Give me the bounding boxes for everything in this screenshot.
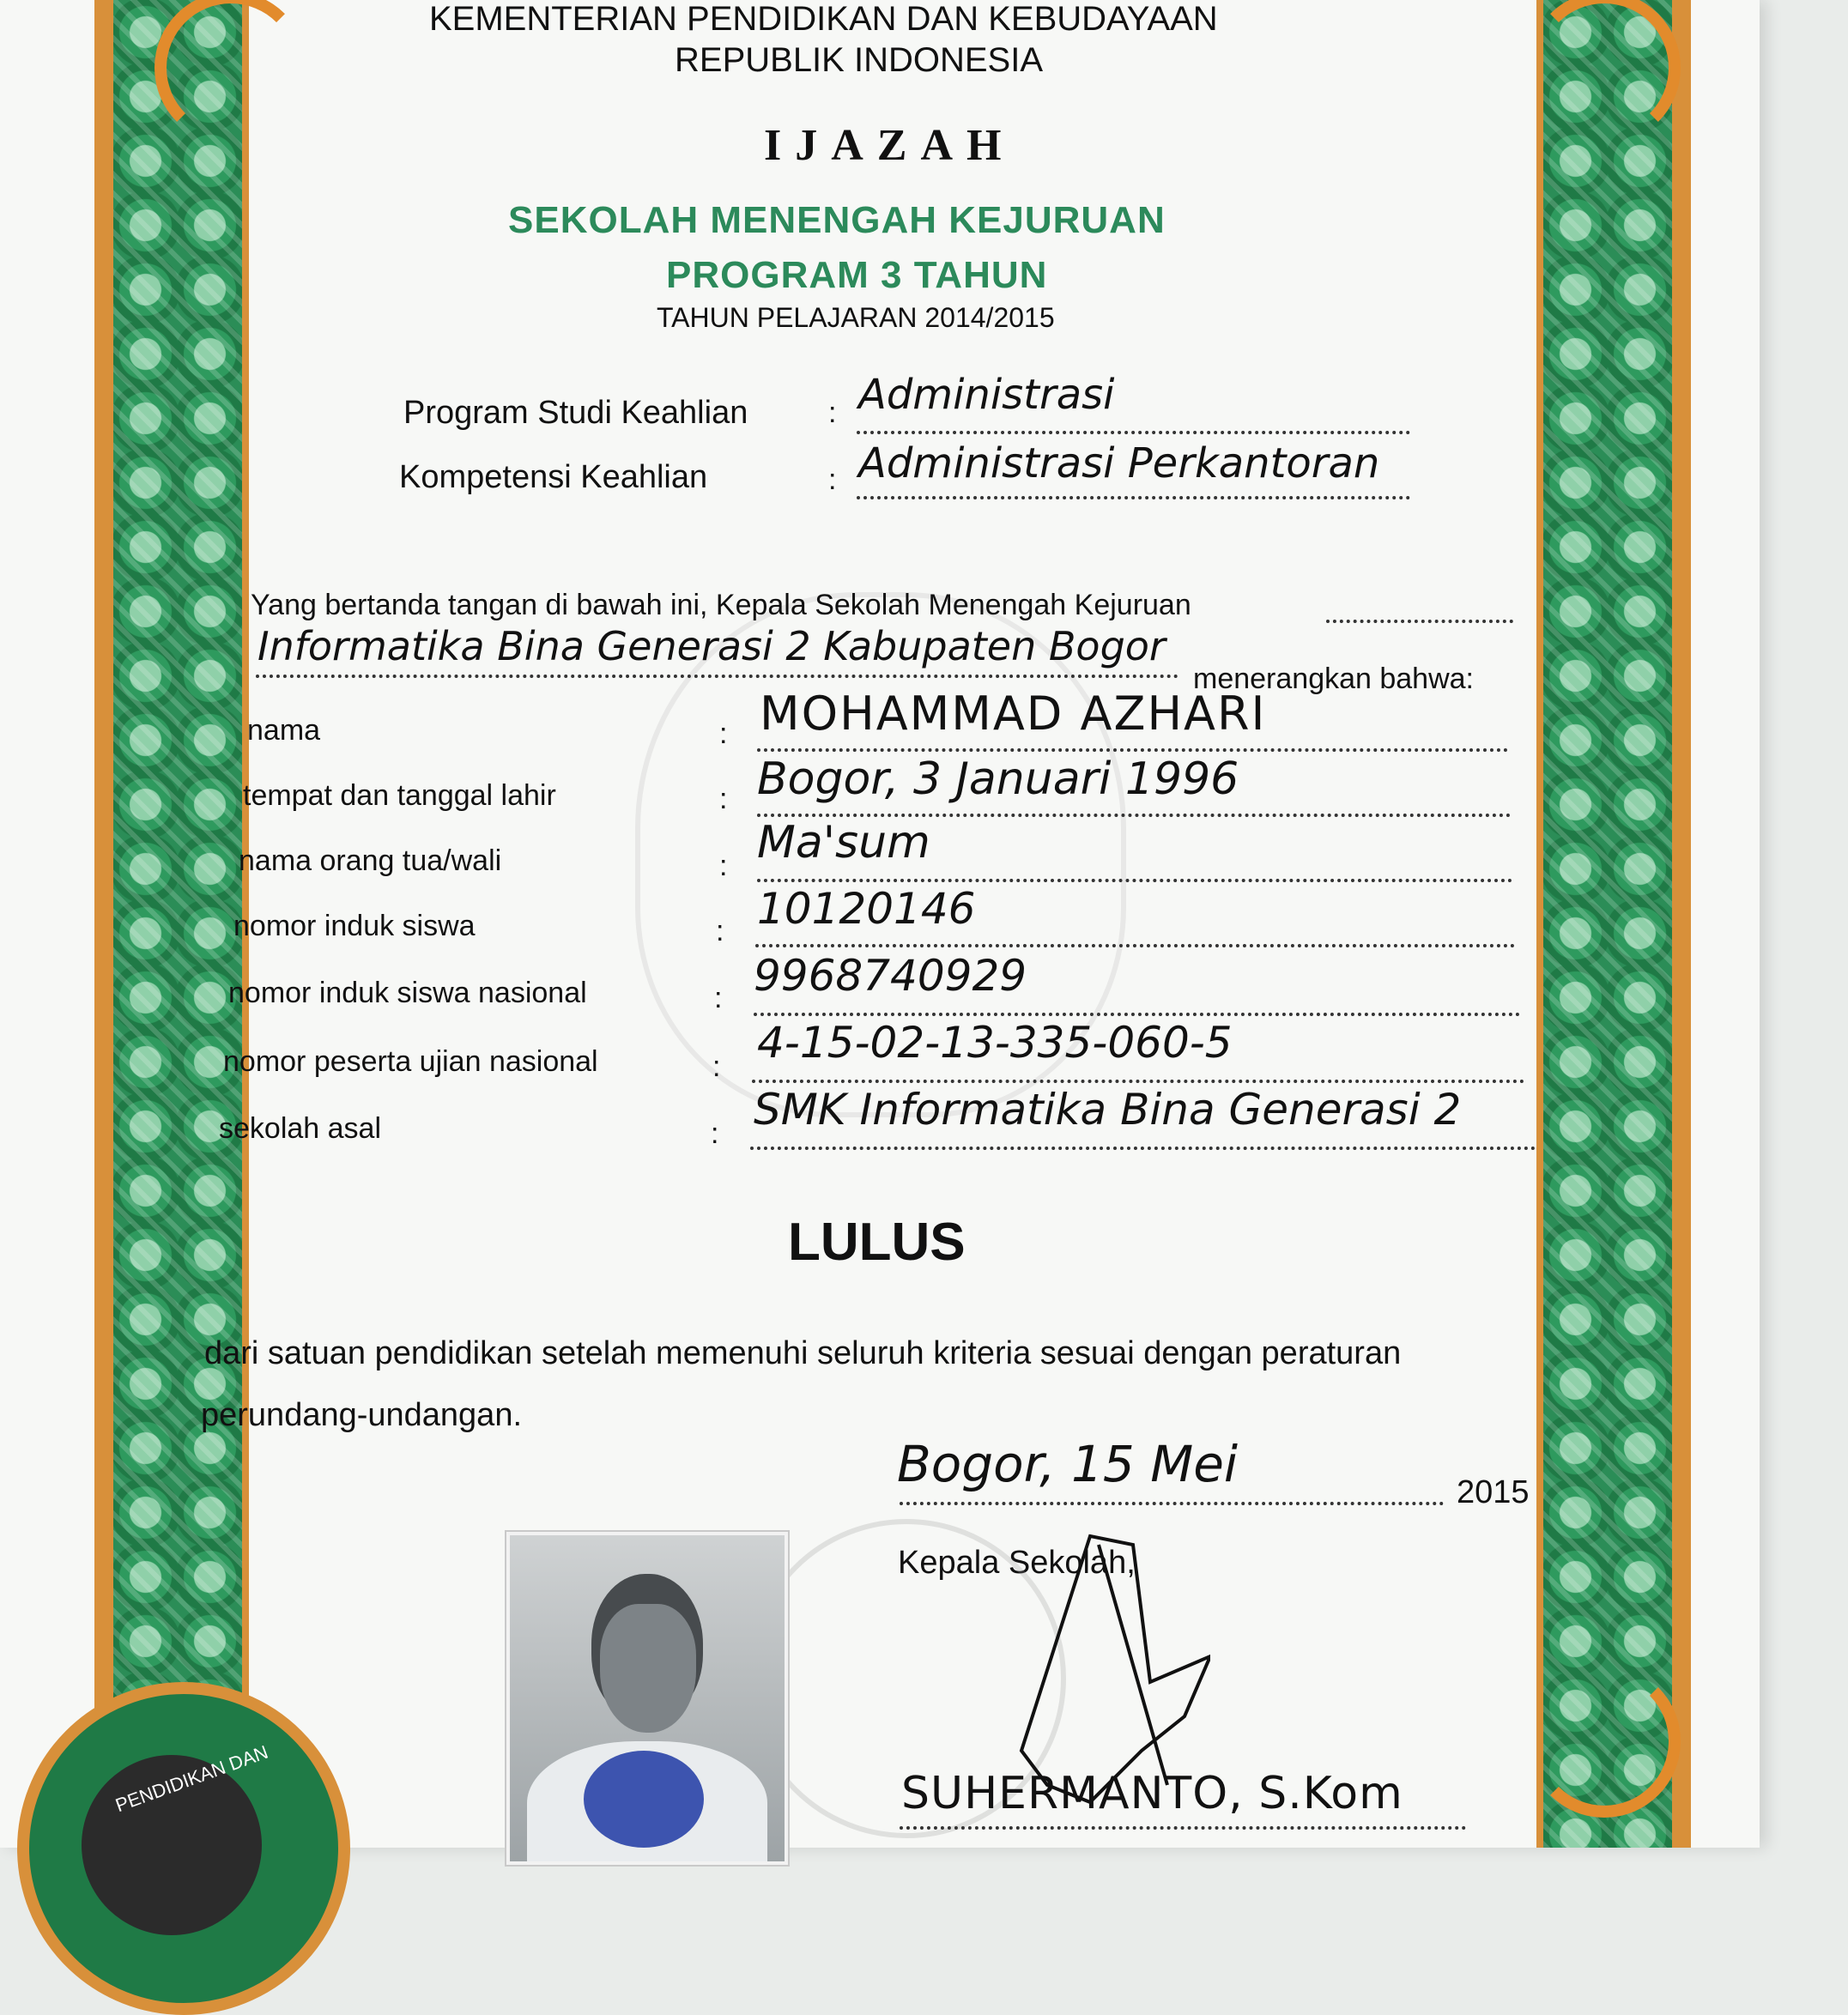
colon: : xyxy=(712,1050,721,1083)
dotted-line xyxy=(857,431,1410,434)
field-label-orang-tua: nama orang tua/wali xyxy=(239,844,502,877)
field-label-nis: nomor induk siswa xyxy=(233,910,476,942)
intro-text: Yang bertanda tangan di bawah ini, Kepala Sekolah Menengah Kejuruan xyxy=(251,589,1191,621)
school-name-handwritten: Informatika Bina Generasi 2 Kabupaten Bogor xyxy=(258,623,1166,669)
field-label-kompetensi: Kompetensi Keahlian xyxy=(399,459,708,495)
field-label-nisn: nomor induk siswa nasional xyxy=(228,977,587,1009)
colon: : xyxy=(719,850,728,882)
signature-role: Kepala Sekolah, xyxy=(898,1545,1136,1581)
dotted-line xyxy=(750,1147,1536,1150)
school-type: SEKOLAH MENENGAH KEJURUAN xyxy=(508,199,1166,241)
result-status: LULUS xyxy=(788,1213,966,1272)
field-value-nis: 10120146 xyxy=(757,884,976,934)
academic-year: TAHUN PELAJARAN 2014/2015 xyxy=(657,302,1055,333)
statement-line-2: perundang-undangan. xyxy=(201,1397,523,1433)
dotted-line xyxy=(757,748,1508,752)
signature-name: SUHERMANTO, S.Kom xyxy=(901,1768,1403,1819)
field-value-orang-tua: Ma'sum xyxy=(757,817,930,868)
colon: : xyxy=(716,915,724,947)
field-value-nisn: 9968740929 xyxy=(754,951,1027,1001)
field-label-sekolah-asal: sekolah asal xyxy=(219,1112,382,1145)
dotted-line xyxy=(752,1080,1524,1083)
field-value-program-studi: Administrasi xyxy=(858,371,1115,419)
ministry-line: KEMENTERIAN PENDIDIKAN DAN KEBUDAYAAN xyxy=(429,0,1218,38)
field-value-nama: MOHAMMAD AZHARI xyxy=(760,687,1267,741)
field-value-peserta-un: 4-15-02-13-335-060-5 xyxy=(757,1018,1233,1068)
colon: : xyxy=(719,717,728,750)
field-value-sekolah-asal: SMK Informatika Bina Generasi 2 xyxy=(754,1085,1462,1135)
dotted-line xyxy=(900,1826,1466,1830)
ornamental-border-left xyxy=(94,0,249,1848)
seal-text: PENDIDIKAN DAN xyxy=(112,1740,271,1817)
colon: : xyxy=(719,783,728,815)
dotted-line xyxy=(900,1502,1444,1505)
dotted-line xyxy=(755,944,1515,947)
program-duration: PROGRAM 3 TAHUN xyxy=(666,254,1048,296)
field-label-program-studi: Program Studi Keahlian xyxy=(403,395,748,431)
thumbprint xyxy=(584,1751,704,1848)
field-label-peserta-un: nomor peserta ujian nasional xyxy=(223,1045,598,1078)
signature-place-date: Bogor, 15 Mei xyxy=(897,1435,1239,1493)
colon: : xyxy=(828,396,837,429)
field-label-ttl: tempat dan tanggal lahir xyxy=(243,779,556,812)
signature-year: 2015 xyxy=(1457,1474,1530,1510)
statement-line-1: dari satuan pendidikan setelah memenuhi seluruh kriteria sesuai dengan peraturan xyxy=(204,1335,1402,1371)
republic-line: REPUBLIK INDONESIA xyxy=(675,41,1044,79)
dotted-line xyxy=(754,1013,1520,1016)
dotted-line xyxy=(1326,620,1513,623)
colon: : xyxy=(828,463,837,496)
dotted-line xyxy=(757,879,1512,882)
colon: : xyxy=(711,1117,719,1150)
dotted-line xyxy=(256,675,1178,678)
dotted-line xyxy=(857,496,1410,499)
field-value-kompetensi: Administrasi Perkantoran xyxy=(858,439,1380,487)
field-value-ttl: Bogor, 3 Januari 1996 xyxy=(757,753,1239,805)
ornamental-border-right xyxy=(1536,0,1691,1848)
certificate-title: IJAZAH xyxy=(764,121,1015,170)
colon: : xyxy=(714,982,723,1014)
field-label-nama: nama xyxy=(247,714,321,747)
corner-ornament-bottom-right xyxy=(1528,1665,1681,1818)
intro-suffix: menerangkan bahwa: xyxy=(1193,663,1475,695)
